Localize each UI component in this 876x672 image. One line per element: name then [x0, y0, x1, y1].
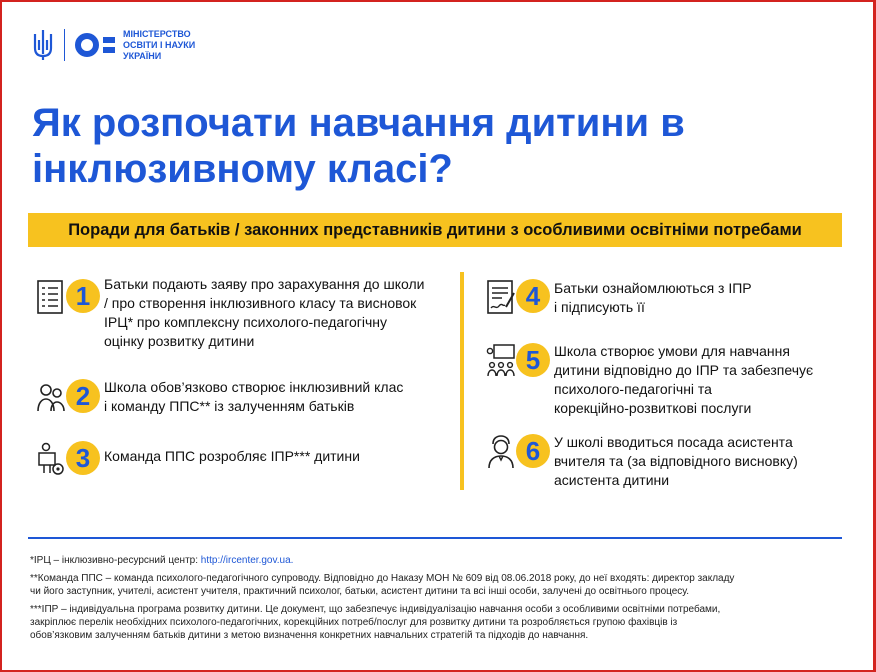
- team-icon: [36, 379, 66, 415]
- step-number-badge: 2: [66, 379, 100, 413]
- classroom-icon: [486, 343, 516, 379]
- footnote-irc: *ІРЦ – інклюзивно-ресурсний центр: http://ircenter.gov.ua.: [30, 555, 294, 566]
- application-form-icon: [36, 279, 66, 315]
- step-number-badge: 5: [516, 343, 550, 377]
- step-6: [486, 430, 798, 490]
- step-text: Батьки подають заяву про зарахування до школи / про створення інклюзивного класу та висновок ІРЦ* про комплексну психолого-педагогічну оцінку розвитку дитини: [104, 276, 425, 349]
- logo-separator: [64, 29, 65, 61]
- page-title: Як розпочати навчання дитини в інклюзивному класі?: [32, 101, 685, 191]
- mon-logo-mark-icon: [75, 33, 115, 57]
- step-number-badge: 4: [516, 279, 550, 313]
- step-5: [486, 339, 813, 418]
- step-2: [36, 375, 403, 421]
- step-text: Батьки ознайомлюються з ІПР і підписують її: [554, 280, 752, 315]
- trident-icon: [32, 28, 54, 62]
- step-number-badge: 1: [66, 279, 100, 313]
- footnote-ipr: ***ІПР – індивідуальна програма розвитку дитини. Це документ, що забезпечує індивідуалізацію навчання особи з особливими освітніми потребами, закріплює перелік необхідних психолого-педагогічних, корекційних потреб/послуг для розвитку дитини та розробляється групою фахівців із обов’язковим залученням батьків дитини з метою визначення конкретних навчальних стратегій та підходів до навчання.: [30, 604, 721, 641]
- footnote-pps: **Команда ППС – команда психолого-педагогічного супроводу. Відповідно до Наказу МОН № 609 від 08.06.2018 року, до неї входять: директор закладу чи його заступник, учителі, асистент учителя, практичний психолог, батьки, асистент дитини та всі інші особи, залучені до освітнього процесу.: [30, 573, 735, 597]
- step-3: [36, 437, 360, 483]
- step-text: Школа створює умови для навчання дитини відповідно до ІПР та забезпечує психолого-педагогічні та корекційно-розвиткові послуги: [554, 343, 814, 416]
- assistant-person-icon: [486, 434, 516, 470]
- irc-link[interactable]: http://ircenter.gov.ua.: [200, 555, 294, 566]
- step-number-badge: 3: [66, 441, 100, 475]
- subtitle-banner: Поради для батьків / законних представників дитини з особливими освітніми потребами: [28, 213, 842, 247]
- footnotes-divider: [28, 537, 842, 539]
- step-text: Школа обов’язково створює інклюзивний клас і команду ППС** із залученням батьків: [104, 379, 404, 414]
- ministry-logo: [32, 28, 195, 62]
- column-divider: [460, 272, 464, 490]
- presentation-gear-icon: [36, 441, 66, 477]
- footnotes: [30, 554, 840, 647]
- step-text: У школі вводиться посада асистента вчителя та (за відповідного висновку) асистента дитини: [554, 434, 798, 488]
- step-4: [486, 275, 752, 321]
- step-1: [36, 275, 424, 351]
- logo-text: МІНІСТЕРСТВО ОСВІТИ І НАУКИ УКРАЇНИ: [123, 28, 196, 61]
- step-number-badge: 6: [516, 434, 550, 468]
- signed-document-icon: [486, 279, 516, 315]
- step-text: Команда ППС розробляє ІПР*** дитини: [104, 448, 360, 464]
